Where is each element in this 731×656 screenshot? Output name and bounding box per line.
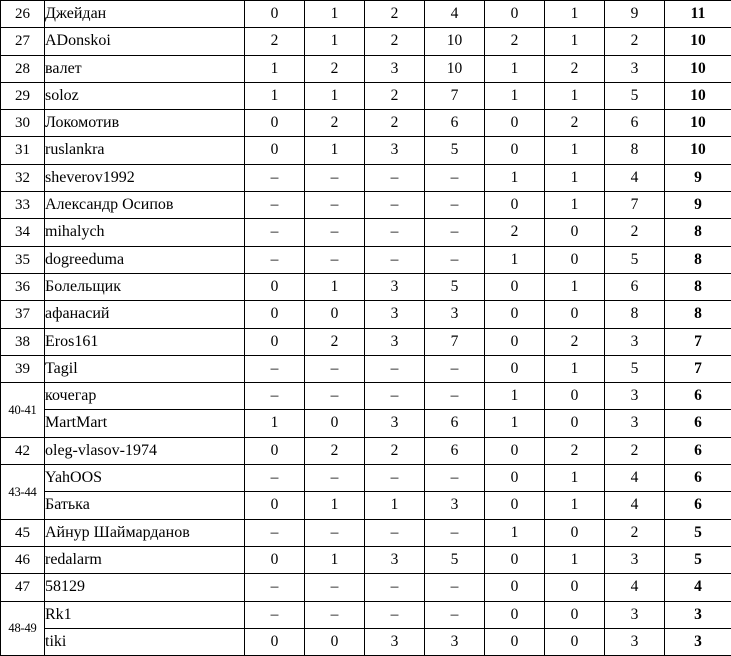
score-cell: 0 xyxy=(305,410,365,437)
rank-cell: 34 xyxy=(1,219,45,246)
score-cell: 3 xyxy=(605,628,665,655)
score-cell: – xyxy=(305,355,365,382)
table-row xyxy=(1,1,731,28)
score-cell: 1 xyxy=(305,546,365,573)
score-cell: 7 xyxy=(605,192,665,219)
rank-cell: 37 xyxy=(1,301,45,328)
score-cell: 1 xyxy=(545,492,605,519)
table-row xyxy=(1,601,731,628)
total-cell: 6 xyxy=(665,465,731,492)
score-cell: 2 xyxy=(365,82,425,109)
score-cell: – xyxy=(245,601,305,628)
total-cell: 5 xyxy=(665,546,731,573)
score-cell: 0 xyxy=(245,437,305,464)
score-cell: 1 xyxy=(245,82,305,109)
table-row xyxy=(1,328,731,355)
standings-body xyxy=(1,1,731,656)
score-cell: 4 xyxy=(605,164,665,191)
score-cell: 0 xyxy=(485,192,545,219)
score-cell: 1 xyxy=(245,55,305,82)
total-cell: 8 xyxy=(665,246,731,273)
score-cell: 10 xyxy=(425,55,485,82)
score-cell: 0 xyxy=(485,492,545,519)
score-cell: – xyxy=(245,355,305,382)
table-row xyxy=(1,383,731,410)
score-cell: 0 xyxy=(245,110,305,137)
score-cell: 1 xyxy=(245,410,305,437)
score-cell: 1 xyxy=(545,137,605,164)
score-cell: 0 xyxy=(245,273,305,300)
score-cell: 0 xyxy=(545,246,605,273)
score-cell: 2 xyxy=(305,328,365,355)
score-cell: 1 xyxy=(485,246,545,273)
score-cell: 3 xyxy=(605,383,665,410)
score-cell: – xyxy=(365,519,425,546)
score-cell: 2 xyxy=(305,55,365,82)
score-cell: 2 xyxy=(365,437,425,464)
score-cell: – xyxy=(365,219,425,246)
player-name-cell: Локомотив xyxy=(45,110,245,137)
score-cell: – xyxy=(365,246,425,273)
rank-cell: 36 xyxy=(1,273,45,300)
score-cell: 1 xyxy=(305,273,365,300)
total-cell: 4 xyxy=(665,574,731,601)
score-cell: – xyxy=(365,465,425,492)
rank-cell: 33 xyxy=(1,192,45,219)
rank-cell: 31 xyxy=(1,137,45,164)
score-cell: 1 xyxy=(545,82,605,109)
rank-cell: 29 xyxy=(1,82,45,109)
rank-cell: 35 xyxy=(1,246,45,273)
total-cell: 6 xyxy=(665,492,731,519)
score-cell: 0 xyxy=(485,1,545,28)
player-name-cell: dogreeduma xyxy=(45,246,245,273)
score-cell: 0 xyxy=(545,601,605,628)
score-cell: 0 xyxy=(485,110,545,137)
score-cell: 1 xyxy=(545,273,605,300)
player-name-cell: Болельщик xyxy=(45,273,245,300)
score-cell: 2 xyxy=(545,437,605,464)
table-row xyxy=(1,546,731,573)
score-cell: 0 xyxy=(545,519,605,546)
score-cell: 5 xyxy=(425,273,485,300)
score-cell: – xyxy=(305,246,365,273)
rank-cell: 48-49 xyxy=(1,601,45,656)
score-cell: 2 xyxy=(485,28,545,55)
score-cell: 1 xyxy=(305,492,365,519)
score-cell: – xyxy=(245,574,305,601)
rank-cell: 46 xyxy=(1,546,45,573)
score-cell: 2 xyxy=(545,55,605,82)
score-cell: – xyxy=(365,192,425,219)
total-cell: 9 xyxy=(665,164,731,191)
score-cell: 10 xyxy=(425,28,485,55)
score-cell: – xyxy=(425,383,485,410)
score-cell: 1 xyxy=(545,355,605,382)
score-cell: 6 xyxy=(425,410,485,437)
player-name-cell: Батька xyxy=(45,492,245,519)
score-cell: – xyxy=(365,383,425,410)
score-cell: 2 xyxy=(365,28,425,55)
player-name-cell: Джейдан xyxy=(45,1,245,28)
rank-cell: 43-44 xyxy=(1,465,45,520)
total-cell: 5 xyxy=(665,519,731,546)
player-name-cell: валет xyxy=(45,55,245,82)
total-cell: 7 xyxy=(665,328,731,355)
score-cell: – xyxy=(425,164,485,191)
rank-cell: 38 xyxy=(1,328,45,355)
score-cell: 3 xyxy=(365,301,425,328)
table-row xyxy=(1,465,731,492)
total-cell: 10 xyxy=(665,110,731,137)
score-cell: 0 xyxy=(545,410,605,437)
score-cell: 6 xyxy=(425,437,485,464)
score-cell: 0 xyxy=(485,601,545,628)
player-name-cell: oleg-vlasov-1974 xyxy=(45,437,245,464)
score-cell: 2 xyxy=(365,1,425,28)
player-name-cell: кочегар xyxy=(45,383,245,410)
total-cell: 10 xyxy=(665,137,731,164)
score-cell: 2 xyxy=(605,437,665,464)
score-cell: – xyxy=(425,246,485,273)
score-cell: – xyxy=(305,192,365,219)
player-name-cell: Tagil xyxy=(45,355,245,382)
rank-cell: 47 xyxy=(1,574,45,601)
score-cell: 2 xyxy=(305,110,365,137)
score-cell: 2 xyxy=(545,110,605,137)
score-cell: 3 xyxy=(425,492,485,519)
score-cell: 5 xyxy=(605,82,665,109)
rank-cell: 26 xyxy=(1,1,45,28)
score-cell: 3 xyxy=(365,137,425,164)
score-cell: – xyxy=(245,246,305,273)
score-cell: 0 xyxy=(245,328,305,355)
rank-cell: 28 xyxy=(1,55,45,82)
score-cell: – xyxy=(305,164,365,191)
score-cell: 2 xyxy=(545,328,605,355)
score-cell: 3 xyxy=(605,546,665,573)
score-cell: – xyxy=(425,601,485,628)
total-cell: 10 xyxy=(665,82,731,109)
score-cell: 1 xyxy=(545,164,605,191)
total-cell: 6 xyxy=(665,437,731,464)
rank-cell: 27 xyxy=(1,28,45,55)
table-row xyxy=(1,410,731,437)
score-cell: – xyxy=(365,164,425,191)
score-cell: – xyxy=(305,574,365,601)
score-cell: 1 xyxy=(545,546,605,573)
score-cell: – xyxy=(365,355,425,382)
score-cell: – xyxy=(425,192,485,219)
score-cell: 6 xyxy=(605,273,665,300)
table-row xyxy=(1,301,731,328)
score-cell: 6 xyxy=(425,110,485,137)
score-cell: 0 xyxy=(485,465,545,492)
score-cell: 1 xyxy=(485,82,545,109)
player-name-cell: MartMart xyxy=(45,410,245,437)
score-cell: – xyxy=(245,465,305,492)
player-name-cell: 58129 xyxy=(45,574,245,601)
score-cell: 1 xyxy=(365,492,425,519)
score-cell: 3 xyxy=(605,328,665,355)
table-row xyxy=(1,192,731,219)
player-name-cell: soloz xyxy=(45,82,245,109)
rank-cell: 42 xyxy=(1,437,45,464)
player-name-cell: tiki xyxy=(45,628,245,655)
player-name-cell: Айнур Шаймарданов xyxy=(45,519,245,546)
score-cell: 7 xyxy=(425,82,485,109)
score-cell: 1 xyxy=(485,164,545,191)
score-cell: 1 xyxy=(485,519,545,546)
score-cell: – xyxy=(305,383,365,410)
total-cell: 6 xyxy=(665,410,731,437)
total-cell: 10 xyxy=(665,28,731,55)
table-row xyxy=(1,492,731,519)
score-cell: – xyxy=(425,355,485,382)
score-cell: 3 xyxy=(365,328,425,355)
table-row xyxy=(1,437,731,464)
score-cell: 8 xyxy=(605,301,665,328)
score-cell: – xyxy=(245,383,305,410)
table-row xyxy=(1,137,731,164)
rank-cell: 32 xyxy=(1,164,45,191)
rank-cell: 40-41 xyxy=(1,383,45,438)
score-cell: – xyxy=(305,519,365,546)
table-row xyxy=(1,355,731,382)
score-cell: 3 xyxy=(425,301,485,328)
score-cell: 0 xyxy=(485,137,545,164)
player-name-cell: ADonskoi xyxy=(45,28,245,55)
score-cell: 2 xyxy=(245,28,305,55)
score-cell: 0 xyxy=(545,628,605,655)
table-row xyxy=(1,246,731,273)
score-cell: 0 xyxy=(245,1,305,28)
score-cell: – xyxy=(305,219,365,246)
score-cell: 7 xyxy=(425,328,485,355)
score-cell: 0 xyxy=(485,546,545,573)
table-row xyxy=(1,219,731,246)
score-cell: 3 xyxy=(365,546,425,573)
total-cell: 6 xyxy=(665,383,731,410)
rank-cell: 45 xyxy=(1,519,45,546)
score-cell: – xyxy=(245,192,305,219)
score-cell: 0 xyxy=(305,301,365,328)
score-cell: – xyxy=(425,574,485,601)
score-cell: 3 xyxy=(365,55,425,82)
score-cell: 0 xyxy=(545,219,605,246)
score-cell: 0 xyxy=(545,301,605,328)
score-cell: 4 xyxy=(605,574,665,601)
score-cell: 0 xyxy=(485,628,545,655)
score-cell: 4 xyxy=(605,492,665,519)
score-cell: – xyxy=(245,164,305,191)
score-cell: 2 xyxy=(365,110,425,137)
player-name-cell: YahOOS xyxy=(45,465,245,492)
score-cell: 0 xyxy=(245,628,305,655)
table-row xyxy=(1,164,731,191)
total-cell: 10 xyxy=(665,55,731,82)
score-cell: 6 xyxy=(605,110,665,137)
total-cell: 3 xyxy=(665,601,731,628)
player-name-cell: ruslankra xyxy=(45,137,245,164)
score-cell: 5 xyxy=(605,355,665,382)
score-cell: 1 xyxy=(545,1,605,28)
table-row xyxy=(1,28,731,55)
table-row xyxy=(1,574,731,601)
score-cell: 5 xyxy=(425,137,485,164)
table-row xyxy=(1,628,731,655)
score-cell: 5 xyxy=(605,246,665,273)
total-cell: 3 xyxy=(665,628,731,655)
score-cell: – xyxy=(425,465,485,492)
total-cell: 8 xyxy=(665,219,731,246)
score-cell: 0 xyxy=(245,301,305,328)
score-cell: 8 xyxy=(605,137,665,164)
score-cell: 1 xyxy=(305,28,365,55)
score-cell: 0 xyxy=(305,628,365,655)
score-cell: 1 xyxy=(305,1,365,28)
score-cell: 2 xyxy=(305,437,365,464)
score-cell: 9 xyxy=(605,1,665,28)
total-cell: 8 xyxy=(665,301,731,328)
score-cell: 3 xyxy=(425,628,485,655)
score-cell: 1 xyxy=(545,192,605,219)
table-row xyxy=(1,519,731,546)
score-cell: 4 xyxy=(605,465,665,492)
score-cell: 3 xyxy=(365,410,425,437)
score-cell: 4 xyxy=(425,1,485,28)
table-row xyxy=(1,273,731,300)
score-cell: 1 xyxy=(545,28,605,55)
player-name-cell: sheverov1992 xyxy=(45,164,245,191)
table-row xyxy=(1,55,731,82)
total-cell: 9 xyxy=(665,192,731,219)
table-row xyxy=(1,82,731,109)
score-cell: 1 xyxy=(545,465,605,492)
score-cell: – xyxy=(245,219,305,246)
score-cell: 0 xyxy=(545,574,605,601)
player-name-cell: mihalych xyxy=(45,219,245,246)
score-cell: 3 xyxy=(365,273,425,300)
score-cell: 2 xyxy=(605,28,665,55)
score-cell: 2 xyxy=(605,219,665,246)
table-row xyxy=(1,110,731,137)
score-cell: – xyxy=(305,465,365,492)
score-cell: 1 xyxy=(485,410,545,437)
score-cell: 0 xyxy=(485,273,545,300)
score-cell: 1 xyxy=(305,137,365,164)
score-cell: 3 xyxy=(365,628,425,655)
score-cell: – xyxy=(365,574,425,601)
score-cell: 3 xyxy=(605,55,665,82)
score-cell: 0 xyxy=(485,355,545,382)
score-cell: – xyxy=(365,601,425,628)
score-cell: 2 xyxy=(485,219,545,246)
total-cell: 11 xyxy=(665,1,731,28)
score-cell: 0 xyxy=(485,574,545,601)
rank-cell: 39 xyxy=(1,355,45,382)
score-cell: – xyxy=(425,219,485,246)
score-cell: 1 xyxy=(305,82,365,109)
score-cell: 5 xyxy=(425,546,485,573)
score-cell: 2 xyxy=(605,519,665,546)
player-name-cell: Eros161 xyxy=(45,328,245,355)
score-cell: 0 xyxy=(245,137,305,164)
score-cell: 0 xyxy=(245,546,305,573)
score-cell: 1 xyxy=(485,55,545,82)
score-cell: – xyxy=(305,601,365,628)
total-cell: 8 xyxy=(665,273,731,300)
score-cell: 3 xyxy=(605,410,665,437)
player-name-cell: Rk1 xyxy=(45,601,245,628)
score-cell: 0 xyxy=(245,492,305,519)
score-cell: 0 xyxy=(545,383,605,410)
player-name-cell: Александр Осипов xyxy=(45,192,245,219)
total-cell: 7 xyxy=(665,355,731,382)
score-cell: 0 xyxy=(485,437,545,464)
score-cell: 3 xyxy=(605,601,665,628)
score-cell: 1 xyxy=(485,383,545,410)
rank-cell: 30 xyxy=(1,110,45,137)
score-cell: 0 xyxy=(485,301,545,328)
score-cell: – xyxy=(245,519,305,546)
player-name-cell: афанасий xyxy=(45,301,245,328)
score-cell: – xyxy=(425,519,485,546)
player-name-cell: redalarm xyxy=(45,546,245,573)
score-cell: 0 xyxy=(485,328,545,355)
